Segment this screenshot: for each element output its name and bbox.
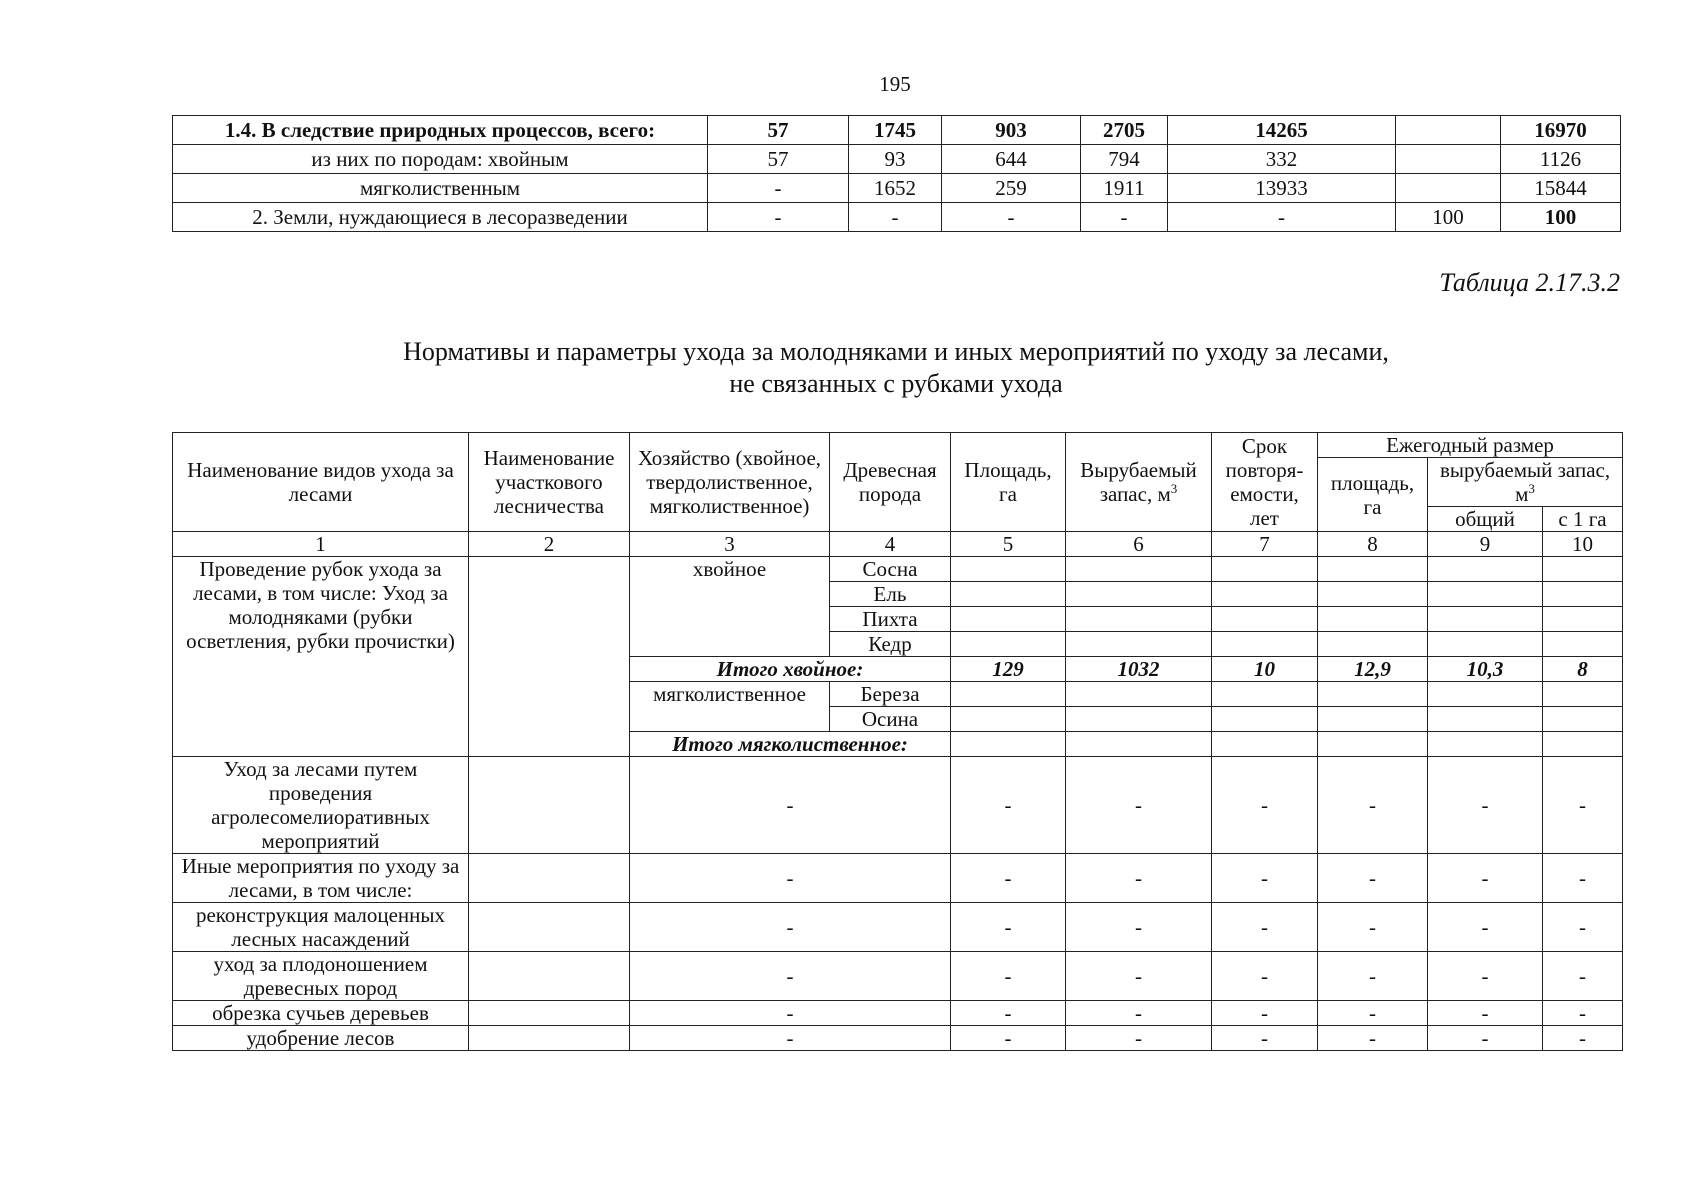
activity-row	[173, 854, 1623, 903]
summary-cell: 259	[942, 174, 1081, 203]
activity-value: -	[630, 1026, 951, 1051]
header-stock-sup: 3	[1170, 481, 1178, 496]
activity-value: -	[951, 854, 1066, 903]
column-number: 6	[1066, 532, 1212, 557]
activity-value: -	[1543, 854, 1623, 903]
summary-cell: 794	[1081, 145, 1168, 174]
column-number: 2	[469, 532, 630, 557]
activity-value: -	[1543, 952, 1623, 1001]
activity-value: -	[1066, 903, 1212, 952]
activity-forestry	[469, 903, 630, 952]
column-number: 3	[630, 532, 830, 557]
header-annual: Ежегодный размер	[1318, 433, 1623, 458]
summary-cell: 1911	[1081, 174, 1168, 203]
activity-label: удобрение лесов	[173, 1026, 469, 1051]
activity-value: -	[1318, 903, 1428, 952]
summary-cell	[1396, 116, 1501, 145]
activity-value: -	[630, 757, 951, 854]
activity-value: -	[1318, 1001, 1428, 1026]
activity-value: -	[1066, 1026, 1212, 1051]
summary-row	[173, 174, 1621, 203]
soft-total-label: Итого мягколиственное:	[630, 732, 951, 757]
activity-value: -	[1212, 854, 1318, 903]
activity-value: -	[1428, 1001, 1543, 1026]
header-annual-area: площадь, га	[1318, 458, 1428, 532]
activity-label: обрезка сучьев деревьев	[173, 1001, 469, 1026]
species-cell: Пихта	[830, 607, 951, 632]
summary-row-label: 1.4. В следствие природных процессов, всего:	[173, 116, 708, 145]
activity-value: -	[1212, 952, 1318, 1001]
activity-value: -	[1212, 1001, 1318, 1026]
activity-label: уход за плодоношением древесных пород	[173, 952, 469, 1001]
summary-cell: 1126	[1501, 145, 1621, 174]
activity-row	[173, 952, 1623, 1001]
activity-row	[173, 757, 1623, 854]
summary-cell: -	[708, 174, 849, 203]
summary-cell: 15844	[1501, 174, 1621, 203]
summary-cell: 57	[708, 145, 849, 174]
summary-cell: -	[1081, 203, 1168, 232]
activity-value: -	[951, 952, 1066, 1001]
activity-row	[173, 1026, 1623, 1051]
summary-row-label: 2. Земли, нуждающиеся в лесоразведении	[173, 203, 708, 232]
activity-value: -	[1543, 903, 1623, 952]
summary-cell: 57	[708, 116, 849, 145]
page-number: 195	[879, 72, 911, 96]
summary-row-label: мягколиственным	[173, 174, 708, 203]
activity-value: -	[1543, 1001, 1623, 1026]
header-forestry: Наименование участкового лесничества	[469, 433, 630, 532]
activity-value: -	[1543, 1026, 1623, 1051]
total-value: 1032	[1066, 657, 1212, 682]
activity-value: -	[1212, 903, 1318, 952]
header-stock-text: Вырубаемый запас, м	[1080, 458, 1197, 506]
activity-value: -	[1066, 1001, 1212, 1026]
total-value: 10,3	[1428, 657, 1543, 682]
activity-forestry	[469, 1001, 630, 1026]
activity-value: -	[1066, 854, 1212, 903]
activity-value: -	[1428, 952, 1543, 1001]
column-number: 7	[1212, 532, 1318, 557]
activity-value: -	[1428, 757, 1543, 854]
activity-value: -	[1212, 757, 1318, 854]
activity-label: Уход за лесами путем проведения агролесомелиоративных мероприятий	[173, 757, 469, 854]
activity-forestry	[469, 952, 630, 1001]
total-value: 10	[1212, 657, 1318, 682]
activity-forestry	[469, 854, 630, 903]
summary-cell: 14265	[1168, 116, 1396, 145]
column-number: 5	[951, 532, 1066, 557]
species-cell: Осина	[830, 707, 951, 732]
total-value: 129	[951, 657, 1066, 682]
activity-forestry	[469, 757, 630, 854]
species-cell: Сосна	[830, 557, 951, 582]
conifer-row-1	[173, 557, 1623, 582]
summary-cell: 2705	[1081, 116, 1168, 145]
summary-row	[173, 116, 1621, 145]
header-economy: Хозяйство (хвойное, твердолиственное, мягколиственное)	[630, 433, 830, 532]
summary-row-label: из них по породам: хвойным	[173, 145, 708, 174]
header-total: общий	[1428, 507, 1543, 532]
column-number-row	[173, 532, 1623, 557]
activity-value: -	[1543, 757, 1623, 854]
summary-cell: -	[849, 203, 942, 232]
activity-value: -	[630, 1001, 951, 1026]
summary-row	[173, 145, 1621, 174]
conifer-economy: хвойное	[630, 557, 830, 657]
activity-value: -	[951, 1026, 1066, 1051]
activity-forestry	[469, 1026, 630, 1051]
summary-cell: 332	[1168, 145, 1396, 174]
activity-value: -	[1318, 952, 1428, 1001]
summary-cell	[1396, 145, 1501, 174]
column-number: 8	[1318, 532, 1428, 557]
activity-row	[173, 903, 1623, 952]
care-standards-table	[172, 432, 1623, 1051]
summary-cell: 903	[942, 116, 1081, 145]
species-cell: Ель	[830, 582, 951, 607]
table-caption: Таблица 2.17.3.2	[1439, 268, 1620, 297]
activity-value: -	[630, 854, 951, 903]
summary-cell: -	[708, 203, 849, 232]
activity-value: -	[1428, 1026, 1543, 1051]
summary-table	[172, 115, 1621, 232]
activity-value: -	[1066, 757, 1212, 854]
soft-economy: мягколиственное	[630, 682, 830, 732]
summary-cell: 13933	[1168, 174, 1396, 203]
header-period: Срок повторя-емости, лет	[1212, 433, 1318, 532]
column-number: 10	[1543, 532, 1623, 557]
section-forestry	[469, 557, 630, 757]
activity-value: -	[1318, 757, 1428, 854]
header-annual-stock-sup: 3	[1528, 481, 1535, 496]
summary-cell: 100	[1501, 203, 1621, 232]
activity-value: -	[630, 952, 951, 1001]
total-value: 8	[1543, 657, 1623, 682]
total-value: 12,9	[1318, 657, 1428, 682]
section-label: Проведение рубок ухода за лесами, в том числе: Уход за молодняками (рубки осветления, рубки прочистки)	[173, 557, 469, 757]
activity-label: реконструкция малоценных лесных насаждений	[173, 903, 469, 952]
summary-cell: -	[942, 203, 1081, 232]
header-area: Площадь, га	[951, 433, 1066, 532]
conifer-total-label: Итого хвойное:	[630, 657, 951, 682]
activity-value: -	[951, 1001, 1066, 1026]
species-cell: Кедр	[830, 632, 951, 657]
header-species: Древесная порода	[830, 433, 951, 532]
column-number: 4	[830, 532, 951, 557]
summary-cell: 93	[849, 145, 942, 174]
header-row-1	[173, 433, 1623, 458]
activity-label: Иные мероприятия по уходу за лесами, в том числе:	[173, 854, 469, 903]
summary-row	[173, 203, 1621, 232]
header-annual-stock-text: вырубаемый запас, м	[1439, 458, 1611, 506]
activity-value: -	[951, 757, 1066, 854]
activity-value: -	[1066, 952, 1212, 1001]
column-number: 9	[1428, 532, 1543, 557]
summary-cell: 644	[942, 145, 1081, 174]
species-cell: Береза	[830, 682, 951, 707]
table-heading	[172, 336, 1620, 400]
header-annual-stock	[1428, 458, 1623, 507]
activity-value: -	[1318, 1026, 1428, 1051]
header-stock	[1066, 433, 1212, 532]
activity-value: -	[1428, 854, 1543, 903]
heading-line-1: Нормативы и параметры ухода за молодняками и иных мероприятий по уходу за лесами,	[403, 337, 1389, 366]
summary-cell: 16970	[1501, 116, 1621, 145]
heading-line-2: не связанных с рубками ухода	[729, 369, 1063, 398]
summary-cell: 100	[1396, 203, 1501, 232]
summary-cell: 1745	[849, 116, 942, 145]
column-number: 1	[173, 532, 469, 557]
summary-cell	[1396, 174, 1501, 203]
activity-row	[173, 1001, 1623, 1026]
activity-value: -	[951, 903, 1066, 952]
activity-value: -	[1428, 903, 1543, 952]
summary-cell: 1652	[849, 174, 942, 203]
header-kind: Наименование видов ухода за лесами	[173, 433, 469, 532]
activity-value: -	[1318, 854, 1428, 903]
activity-value: -	[630, 903, 951, 952]
summary-cell: -	[1168, 203, 1396, 232]
activity-value: -	[1212, 1026, 1318, 1051]
header-per-ha: с 1 га	[1543, 507, 1623, 532]
